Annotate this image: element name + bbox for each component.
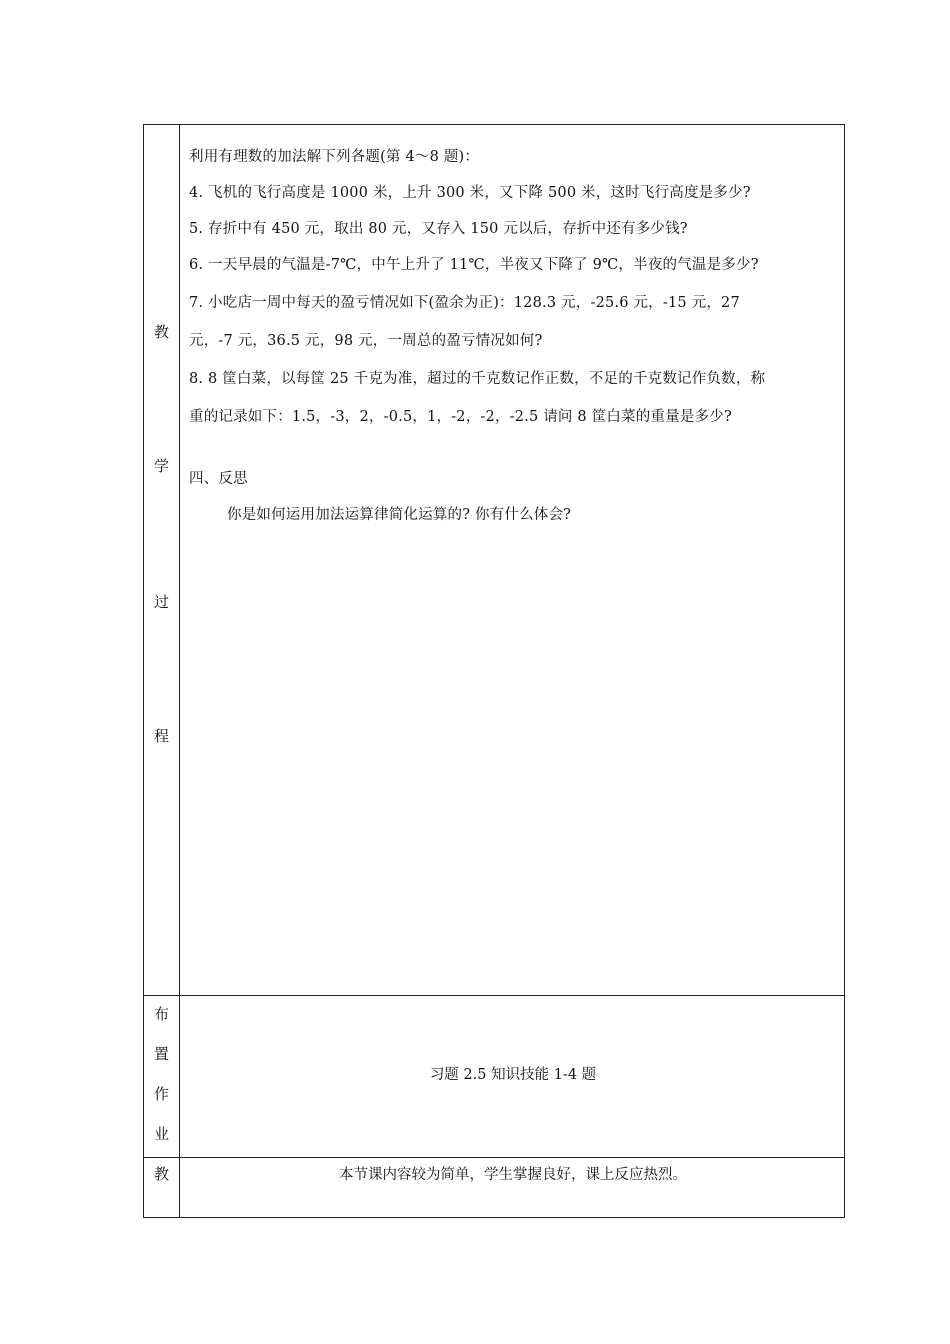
process-intro-line: 利用有理数的加法解下列各题(第 4～8 题)： bbox=[189, 149, 480, 165]
problem-7-line-1: 7. 小吃店一周中每天的盈亏情况如下(盈余为正)：128.3 元，-25.6 元，-15 元，27 bbox=[189, 295, 740, 311]
problem-7-line-2: 元，-7 元，36.5 元，98 元，一周总的盈亏情况如何? bbox=[189, 333, 543, 349]
homework-side-char-4: 业 bbox=[153, 1125, 169, 1143]
process-side-char-1: 教 bbox=[153, 323, 169, 341]
notes-side-char: 教 bbox=[153, 1165, 169, 1183]
homework-side-char-2: 置 bbox=[153, 1045, 169, 1063]
reflection-text: 你是如何运用加法运算律简化运算的? 你有什么体会? bbox=[227, 507, 572, 523]
lesson-table bbox=[143, 124, 845, 1218]
row-divider-homework bbox=[144, 1157, 844, 1158]
process-side-char-4: 程 bbox=[153, 727, 169, 745]
homework-side-char-3: 作 bbox=[153, 1085, 169, 1103]
problem-8-line-1: 8. 8 筐白菜，以每筐 25 千克为准，超过的千克数记作正数，不足的千克数记作负数，称 bbox=[189, 371, 766, 387]
homework-content: 习题 2.5 知识技能 1-4 题 bbox=[429, 1067, 597, 1083]
problem-6: 6. 一天早晨的气温是-7℃，中午上升了 11℃，半夜又下降了 9℃，半夜的气温是多少? bbox=[189, 257, 759, 273]
notes-content: 本节课内容较为简单，学生掌握良好，课上反应热烈。 bbox=[339, 1167, 687, 1183]
problem-5: 5. 存折中有 450 元，取出 80 元，又存入 150 元以后，存折中还有多少钱? bbox=[189, 221, 688, 237]
column-divider bbox=[179, 125, 180, 1217]
problem-4: 4. 飞机的飞行高度是 1000 米，上升 300 米，又下降 500 米，这时飞行高度是多少? bbox=[189, 185, 751, 201]
process-side-char-3: 过 bbox=[153, 593, 169, 611]
process-side-char-2: 学 bbox=[153, 457, 169, 475]
problem-8-line-2: 重的记录如下：1.5，-3，2，-0.5，1，-2，-2，-2.5 请问 8 筐白菜的重量是多少? bbox=[189, 409, 732, 425]
reflection-heading: 四、反思 bbox=[189, 471, 248, 487]
homework-side-char-1: 布 bbox=[153, 1005, 169, 1023]
row-divider-process bbox=[144, 995, 844, 996]
